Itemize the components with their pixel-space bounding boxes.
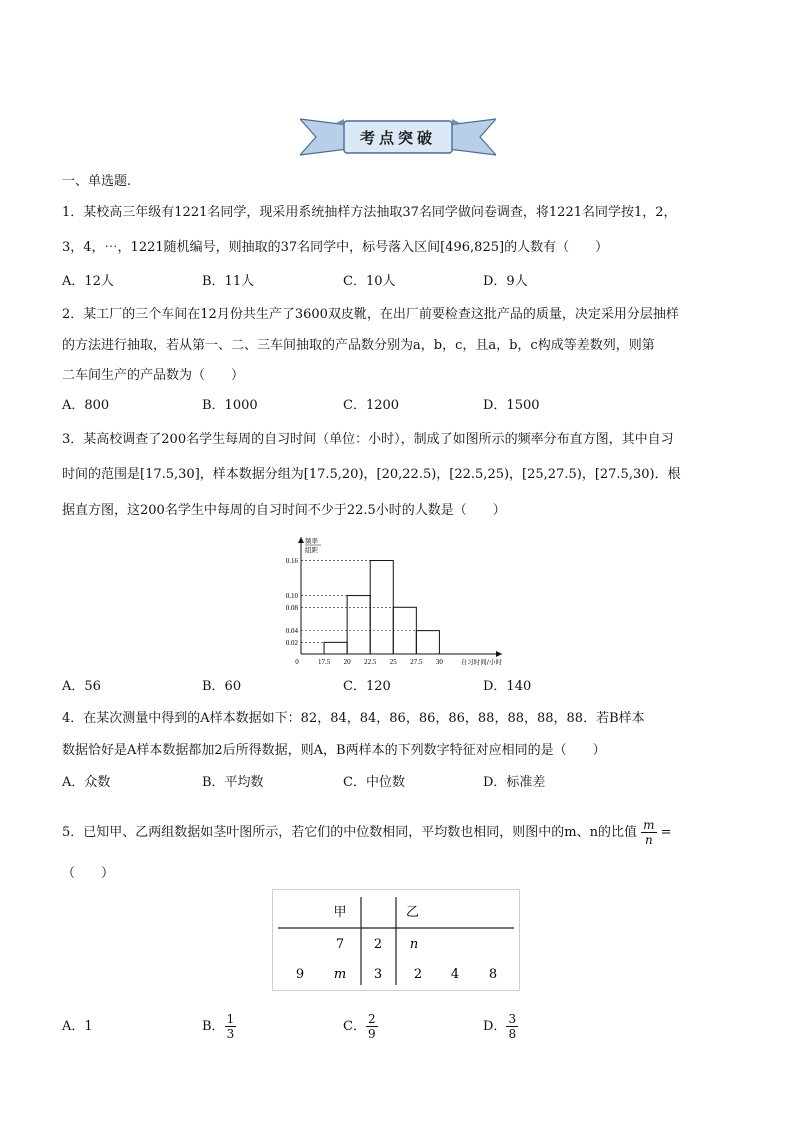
stem-leaf-header-yi: 乙 [406, 905, 420, 920]
stem-leaf-left-leaf: 9 [295, 967, 305, 982]
q2-line1: 2．某工厂的三个车间在12月份共生产了3600双皮靴，在出厂前要检查这批产品的质量，决定采用分层抽样 [62, 307, 679, 322]
q5-option-d-label: D． [483, 1019, 507, 1034]
x-tick-label: 17.5 [317, 658, 331, 666]
q1-line2: 3，4，⋯，1221随机编号，则抽取的37名同学中，标号落入区间[496,825]的人数有（ ） [62, 240, 609, 255]
stem-leaf-stem: 3 [373, 967, 383, 982]
q5-option-c-fraction [366, 1012, 378, 1041]
y-axis-label-bottom: 组距 [305, 546, 318, 554]
y-tick-label: 0.04 [285, 627, 298, 636]
q3-option-b[interactable]: B．60 [202, 679, 242, 694]
q1-option-d[interactable]: D．9人 [483, 274, 528, 289]
q5-option-a[interactable]: A．1 [62, 1019, 93, 1034]
q5-option-c-label: C． [343, 1019, 366, 1034]
q2-line3: 二车间生产的产品数为（ ） [62, 368, 245, 383]
q5-line1 [62, 818, 672, 847]
frequency-histogram [284, 533, 506, 669]
x-tick-label: 25 [389, 658, 397, 666]
q5-equals: = [660, 825, 672, 840]
x-tick-label: 27.5 [410, 658, 423, 666]
banner-title: 考点突破 [359, 129, 437, 147]
q3-option-c[interactable]: C．120 [343, 679, 391, 694]
q3-line2: 时间的范围是[17.5,30]，样本数据分组为[17.5,20)，[20,22.5)，[22.5,25)，[25,27.5)，[27.5,30)．根 [62, 467, 681, 482]
y-tick-label: 0.10 [285, 592, 298, 601]
stem-leaf-right-leaf: 8 [488, 967, 498, 982]
q5-option-d[interactable] [483, 1008, 518, 1046]
q5-option-c-num: 2 [367, 1012, 376, 1026]
stem-leaf-right-leaf: 4 [450, 967, 460, 982]
q5-option-b-label: B． [202, 1019, 225, 1034]
q1-option-b[interactable]: B．11人 [202, 274, 255, 289]
stem-leaf-stem: 2 [373, 937, 383, 952]
x-axis-label: 自习时间/小时 [460, 658, 502, 666]
q2-option-b[interactable]: B．1000 [202, 398, 258, 413]
q2-option-c[interactable]: C．1200 [343, 398, 400, 413]
q4-line1: 4．在某次测量中得到的A样本数据如下：82，84，84，86，86，86，88，88，88，88．若B样本 [62, 711, 645, 726]
q5-option-c[interactable] [343, 1008, 378, 1046]
histogram-bar [416, 631, 439, 654]
y-tick-label: 0.08 [285, 603, 298, 612]
section-banner [300, 115, 496, 159]
q2-option-d[interactable]: D．1500 [483, 398, 540, 413]
y-tick-label: 0.16 [285, 557, 298, 566]
q4-option-d[interactable]: D．标准差 [483, 775, 546, 790]
q5-option-b-den: 3 [226, 1027, 235, 1041]
q5-option-d-fraction [506, 1012, 518, 1041]
q3-line1: 3．某高校调查了200名学生每周的自习时间（单位：小时），制成了如图所示的频率分布直方图，其中自习 [62, 432, 674, 447]
q5-option-b-fraction [225, 1012, 237, 1041]
q1-option-a[interactable]: A．12人 [62, 274, 114, 289]
histogram-bar [393, 607, 416, 654]
y-tick-label: 0.02 [285, 638, 298, 647]
y-axis-label-top: 频率 [305, 537, 318, 545]
q5-ratio-denominator: n [644, 833, 653, 847]
stem-leaf-right-leaf: 2 [413, 967, 423, 982]
q3-line3: 据直方图，这200名学生中每周的自习时间不少于22.5小时的人数是（ ） [62, 503, 506, 518]
q4-option-c[interactable]: C．中位数 [343, 775, 405, 790]
q4-line2: 数据恰好是A样本数据都加2后所得数据，则A，B两样本的下列数字特征对应相同的是（ ） [62, 743, 606, 758]
q3-option-a[interactable]: A．56 [62, 679, 101, 694]
y-axis-arrow [298, 537, 304, 543]
q5-line2: （ ） [62, 866, 115, 881]
histogram-bar [347, 596, 370, 654]
q3-option-d[interactable]: D．140 [483, 679, 532, 694]
q2-option-a[interactable]: A．800 [62, 398, 110, 413]
q5-option-c-den: 9 [367, 1027, 376, 1041]
q5-ratio-fraction [641, 818, 656, 847]
q5-option-b[interactable] [202, 1008, 236, 1046]
stem-leaf-left-leaf: 7 [335, 937, 345, 952]
x-tick-label: 30 [435, 658, 443, 666]
x-tick-label: 22.5 [364, 658, 377, 666]
q4-option-b[interactable]: B．平均数 [202, 775, 264, 790]
q1-option-c[interactable]: C．10人 [343, 274, 396, 289]
x-axis-arrow [496, 651, 502, 657]
q4-option-a[interactable]: A．众数 [62, 775, 111, 790]
section-heading: 一、单选题. [62, 174, 132, 189]
stem-leaf-header-jia: 甲 [333, 905, 347, 920]
histogram-bar [324, 642, 347, 654]
q5-option-b-num: 1 [226, 1012, 235, 1026]
origin-label: 0 [295, 658, 299, 666]
stem-leaf-left-leaf: m [333, 967, 347, 982]
stem-leaf-plot [272, 889, 520, 991]
q1-line1: 1．某校高三年级有1221名同学，现采用系统抽样方法抽取37名同学做问卷调查，将1221名同学按1，2， [62, 205, 677, 220]
x-tick-label: 20 [343, 658, 351, 666]
q5-option-d-num: 3 [508, 1012, 517, 1026]
q5-text: 5．已知甲、乙两组数据如茎叶图所示，若它们的中位数相同，平均数也相同，则图中的m、n的比值 [62, 825, 637, 840]
q5-option-d-den: 8 [508, 1027, 517, 1041]
q2-line2: 的方法进行抽取，若从第一、二、三车间抽取的产品数分别为a，b，c，且a，b，c构成等差数列，则第 [62, 338, 655, 353]
q5-ratio-numerator: m [643, 818, 655, 832]
stem-leaf-right-leaf: n [409, 937, 419, 952]
